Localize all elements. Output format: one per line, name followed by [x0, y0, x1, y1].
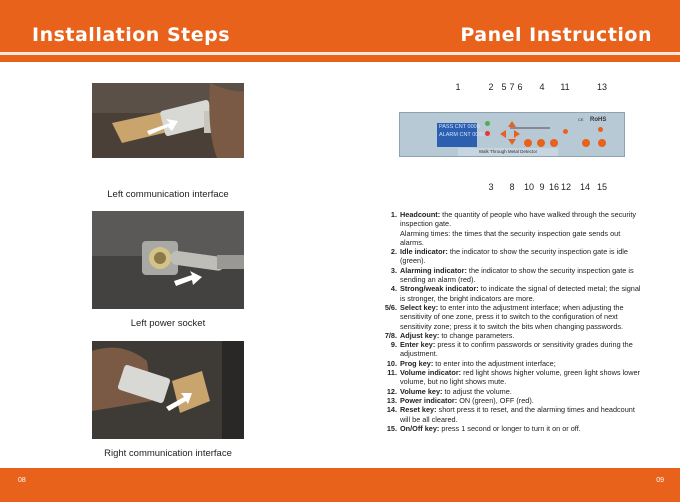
footer-bar: [0, 468, 680, 502]
list-item: [376, 303, 646, 331]
alarm-indicator: [485, 131, 490, 136]
item-number: 5/6.: [384, 302, 397, 312]
adjust-down-icon[interactable]: [508, 139, 516, 145]
item-number: 9.: [390, 340, 397, 350]
item-text: short press it to reset, and the alarming times and headcount will be all cleared.: [400, 405, 635, 424]
enter-key[interactable]: [537, 139, 545, 147]
volume-key[interactable]: [550, 139, 558, 147]
right-communication-photo: [92, 341, 244, 439]
item-number: 10.: [386, 358, 397, 368]
left-communication-photo: [92, 83, 244, 158]
item-term: Headcount:: [400, 210, 441, 219]
callout-top-13: 13: [596, 82, 607, 92]
list-item: [376, 331, 646, 340]
item-term: Adjust key:: [400, 330, 440, 340]
left-power-socket-photo: [92, 211, 244, 309]
item-term: Reset key:: [400, 405, 437, 415]
callout-bottom-14: 14: [579, 182, 590, 192]
item-text: to enter into the adjustment interface;: [433, 358, 556, 368]
on-off-key[interactable]: [598, 139, 606, 147]
item-term: Volume key:: [400, 386, 443, 396]
callout-top-5: 5: [501, 82, 507, 92]
item-text: to adjust the volume.: [442, 386, 512, 396]
left-power-socket-caption: Left power socket: [130, 318, 206, 329]
panel-instruction-list: [376, 210, 646, 433]
item-text: to enter into the adjustment interface; when adjusting the sensitivity of one zone, press it to switch to the configuration of next sensitivity zone; press it to switch the bits when changing passwords.: [400, 302, 624, 331]
control-panel-diagram: [399, 78, 639, 198]
prog-key[interactable]: [524, 139, 532, 147]
item-term: Volume indicator:: [400, 368, 462, 378]
item-number: 11.: [387, 368, 397, 378]
select-left-icon[interactable]: [500, 130, 506, 138]
item-term: Power indicator:: [400, 395, 458, 405]
item-number: 1.: [390, 210, 397, 219]
callout-bottom-15: 15: [596, 182, 607, 192]
volume-indicator: [563, 129, 568, 134]
item-number: 15.: [386, 423, 397, 433]
list-item: [376, 266, 646, 285]
right-communication-caption: Right communication interface: [104, 448, 232, 459]
idle-indicator: [485, 121, 490, 126]
callout-bottom-10: 10: [523, 182, 534, 192]
lcd-alarm-count: ALARM CNT 0000: [439, 132, 485, 138]
item-number: 12.: [386, 386, 397, 396]
header-stripe: [0, 52, 680, 55]
callout-bottom-8: 8: [509, 182, 515, 192]
list-item: [376, 405, 646, 424]
item-text: to change parameters.: [439, 330, 515, 340]
item-term: Select key:: [400, 302, 439, 312]
panel-name-strip: [458, 148, 558, 156]
item-term: Strong/weak indicator:: [400, 284, 479, 294]
item-text: to indicate the signal of detected metal; the signal is stronger, the bright indicators are more.: [400, 284, 641, 303]
callout-bottom-3: 3: [488, 182, 494, 192]
panel-instruction-title: Panel Instruction: [460, 24, 652, 46]
strength-indicator-bar: [510, 127, 550, 129]
power-indicator: [598, 127, 603, 132]
callout-top-2: 2: [488, 82, 494, 92]
callout-top-1: 1: [455, 82, 461, 92]
list-item: [376, 284, 646, 303]
item-text: the indicator to show the security inspection gate is idle (green).: [400, 247, 628, 266]
item-text: red light shows higher volume, green light shows lower volume, but no light shows mute.: [400, 368, 640, 387]
lcd-pass-count: PASS CNT 0000: [439, 124, 480, 130]
list-item: [376, 396, 646, 405]
panel-face: [399, 112, 625, 157]
item-term: Alarming indicator:: [400, 265, 467, 275]
item-number: 14.: [386, 405, 397, 415]
item-number: 2.: [390, 247, 397, 257]
item-text: the indicator to show the security inspection gate is sending an alarm (red).: [400, 265, 634, 285]
callout-bottom-12: 12: [560, 182, 571, 192]
callout-bottom-9: 9: [539, 182, 545, 192]
list-item: [376, 340, 646, 359]
list-item: [376, 247, 646, 266]
item-number: 4.: [390, 284, 397, 294]
item-term: Enter key:: [400, 340, 436, 350]
left-communication-caption: Left communication interface: [107, 189, 229, 200]
lcd-display: [437, 123, 485, 147]
list-item: [376, 387, 646, 396]
list-item: [376, 424, 646, 433]
item-number: 13.: [386, 395, 397, 405]
item-text: press it to confirm passwords or sensitivity grades during the adjustment.: [400, 340, 633, 359]
panel-name-text: Walk Through Metal Detector: [478, 149, 538, 154]
callout-top-4: 4: [539, 82, 545, 92]
callout-top-11: 11: [560, 82, 570, 92]
callout-top-7: 7: [509, 82, 515, 92]
list-item: [376, 210, 646, 247]
list-item: [376, 359, 646, 368]
reset-key[interactable]: [582, 139, 590, 147]
item-text: ON (green), OFF (red).: [457, 395, 534, 405]
callout-bottom-16: 16: [548, 182, 559, 192]
rohs-mark: RoHS: [590, 117, 607, 123]
item-term: Prog key:: [400, 358, 434, 368]
item-extra-text: Alarming times: the times that the security inspection gate sends out alarms.: [400, 228, 621, 247]
item-text: the quantity of people who have walked through the security inspection gate.: [400, 210, 637, 229]
list-item: [376, 368, 646, 387]
select-right-icon[interactable]: [514, 130, 520, 138]
installation-steps-title: Installation Steps: [32, 24, 231, 46]
right-page-number: 09: [656, 477, 664, 484]
item-term: On/Off key:: [400, 423, 440, 433]
item-number: 7/8.: [384, 330, 397, 340]
callout-top-6: 6: [517, 82, 523, 92]
left-page-number: 08: [18, 477, 26, 484]
ce-mark: CE: [578, 117, 584, 122]
item-number: 3.: [390, 265, 397, 275]
item-text: press 1 second or longer to turn it on or off.: [439, 423, 581, 433]
item-term: Idle indicator:: [400, 247, 448, 257]
